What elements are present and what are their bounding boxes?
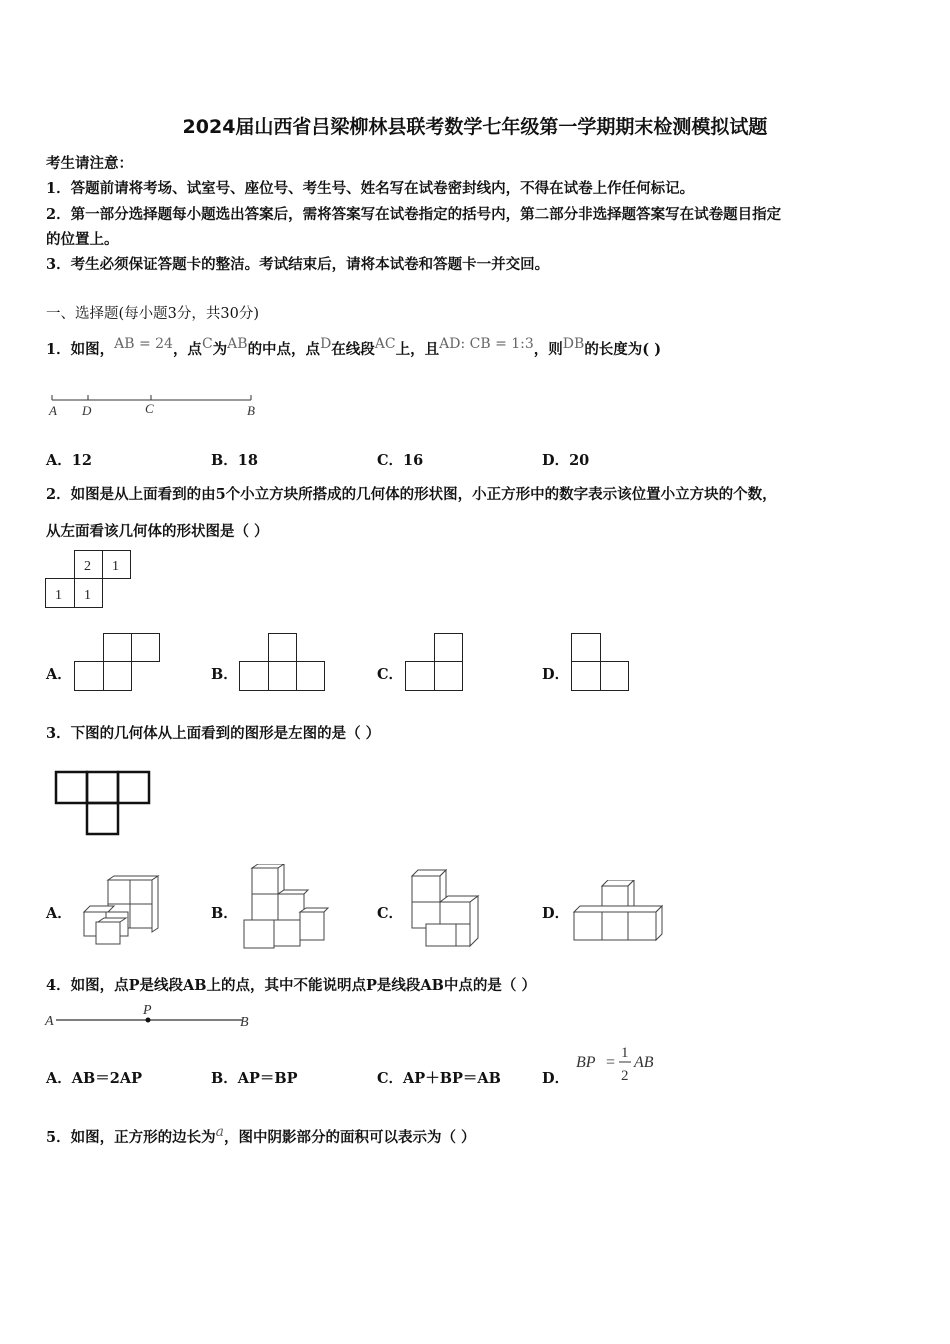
grid-number: 1 <box>112 559 119 574</box>
q5-math: a <box>215 1124 224 1140</box>
label-p: P <box>143 1003 152 1018</box>
q4-option-d: D． <box>542 1070 570 1087</box>
q1-text: 的中点，点 <box>247 341 321 358</box>
notice-item: 1．答题前请将考场、试室号、座位号、考生号、姓名写在试卷密封线内，不得在试卷上作任何标记。 <box>46 180 695 197</box>
q1-option-d: D．20 <box>542 452 590 469</box>
square <box>572 634 601 662</box>
q2-option-a-label: A． <box>46 666 72 683</box>
question-2-line1: 2．如图是从上面看到的由5个小立方块所搭成的几何体的形状图，小正方形中的数字表示该位置小立方块的个数， <box>46 486 777 503</box>
q1-text: 的长度为( ) <box>584 341 662 358</box>
square <box>118 772 149 803</box>
q3-option-b-figure <box>242 864 330 950</box>
q4-option-a: A．AB＝2AP <box>46 1070 142 1087</box>
square <box>56 772 87 803</box>
q2-top-view-grid <box>44 549 134 611</box>
q2-option-d-figure <box>570 632 634 694</box>
square <box>132 634 160 662</box>
square <box>435 634 463 662</box>
square <box>406 662 435 691</box>
q2-option-d-label: D． <box>542 666 570 683</box>
q1-math: AD: CB = 1:3 <box>439 336 534 352</box>
q1-math: AC <box>374 336 396 352</box>
label-d: D <box>82 403 92 418</box>
q3-option-a-figure <box>78 874 164 946</box>
grid-number: 1 <box>55 588 62 603</box>
q1-text: 上，且 <box>395 341 440 358</box>
q4-option-b: B．AP＝BP <box>211 1070 298 1087</box>
q2-option-b-figure <box>238 632 328 694</box>
q1-segment-figure <box>44 392 264 422</box>
q1-text: 为 <box>212 341 228 358</box>
square <box>87 772 118 803</box>
point-p <box>146 1018 151 1023</box>
square <box>269 662 297 691</box>
notice-item: 2．第一部分选择题每小题选出答案后，需将答案写在试卷指定的括号内，第二部分非选择题答案写在试卷题目指定 <box>46 206 782 223</box>
square <box>240 662 269 691</box>
square <box>297 662 325 691</box>
q3-option-c-label: C． <box>377 905 404 922</box>
q1-text: ，点 <box>172 341 202 358</box>
formula-eq: = <box>606 1054 616 1071</box>
q1-option-b: B．18 <box>211 452 258 469</box>
q1-math: DB <box>562 336 585 352</box>
q1-text: 1．如图， <box>46 341 115 358</box>
notice-item: 的位置上。 <box>46 231 119 248</box>
square <box>75 662 104 691</box>
q2-option-a-figure <box>73 632 163 694</box>
q1-text: ，则 <box>533 341 563 358</box>
q3-option-c-figure <box>408 868 486 950</box>
square <box>104 662 132 691</box>
q3-option-b-label: B． <box>211 905 238 922</box>
square <box>572 662 601 691</box>
formula-denominator: 2 <box>621 1068 629 1084</box>
page-title: 2024届山西省吕梁柳林县联考数学七年级第一学期期末检测模拟试题 <box>182 116 768 138</box>
q3-option-a-label: A． <box>46 905 72 922</box>
q1-option-a: A．12 <box>46 452 92 469</box>
q1-math: AB <box>227 336 248 352</box>
question-4: 4．如图，点P是线段AB上的点，其中不能说明点P是线段AB中点的是（ ） <box>46 977 536 994</box>
q4-option-c: C．AP＋BP＝AB <box>377 1070 501 1087</box>
formula-rhs: AB <box>634 1054 654 1071</box>
q5-text: 5．如图，正方形的边长为 <box>46 1129 216 1146</box>
square <box>269 634 297 662</box>
label-b: B <box>240 1015 249 1030</box>
q5-text: ，图中阴影部分的面积可以表示为（ ） <box>223 1129 476 1146</box>
q3-option-d-figure <box>572 880 664 944</box>
q3-top-view <box>54 770 154 838</box>
question-1 <box>46 338 661 359</box>
q3-option-d-label: D． <box>542 905 570 922</box>
q4-option-d-formula <box>574 1040 666 1088</box>
question-3: 3．下图的几何体从上面看到的图形是左图的是（ ） <box>46 725 381 742</box>
notice-item: 3．考生必须保证答题卡的整洁。考试结束后，请将本试卷和答题卡一并交回。 <box>46 256 550 273</box>
square <box>87 803 118 834</box>
q2-option-b-label: B． <box>211 666 238 683</box>
notice-heading: 考生请注意： <box>46 155 133 172</box>
q1-math: D <box>320 336 332 352</box>
q1-option-c: C．16 <box>377 452 424 469</box>
q1-text: 在线段 <box>331 341 375 358</box>
label-c: C <box>145 401 154 416</box>
formula-numerator: 1 <box>621 1045 629 1061</box>
question-2-line2: 从左面看该几何体的形状图是（ ） <box>46 523 269 540</box>
question-5 <box>46 1126 476 1147</box>
square <box>104 634 132 662</box>
q2-option-c-label: C． <box>377 666 404 683</box>
label-a: A <box>45 1014 54 1029</box>
q1-math: AB = 24 <box>114 336 173 352</box>
section-heading: 一、选择题(每小题3分，共30分) <box>46 306 259 322</box>
square <box>435 662 463 691</box>
label-b: B <box>247 403 255 418</box>
formula-lhs: BP <box>576 1054 596 1071</box>
q2-option-c-figure <box>404 632 468 694</box>
grid-number: 1 <box>84 588 91 603</box>
label-a: A <box>49 403 57 418</box>
grid-number: 2 <box>84 559 91 574</box>
q1-math: C <box>201 336 213 352</box>
q4-segment-figure <box>44 1000 260 1034</box>
square <box>601 662 629 691</box>
